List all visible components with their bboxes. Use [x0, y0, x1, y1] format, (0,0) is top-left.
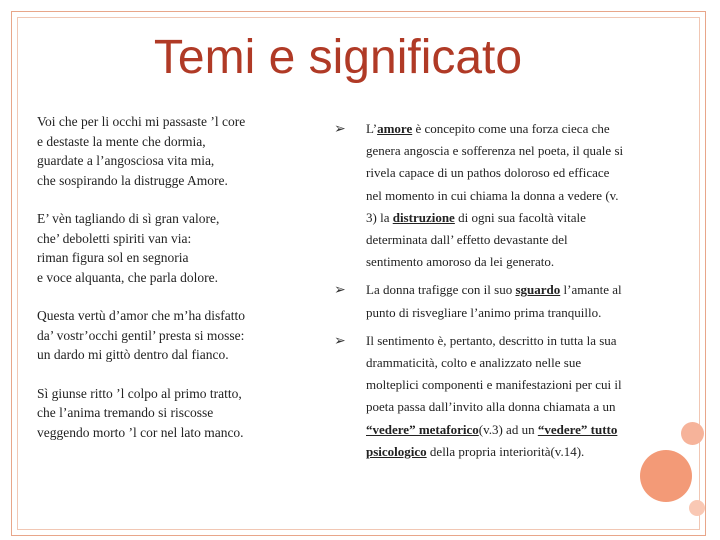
bullet-text: l’amante al punto di risvegliare l’animo prima tranquillo. — [366, 282, 622, 320]
arrow-bullet-icon: ➢ — [334, 283, 346, 299]
poem-line: Questa vertù d’amor che m’ha disfatto — [37, 308, 246, 323]
bullet-item — [334, 118, 626, 273]
decorative-circle-large — [640, 450, 692, 502]
keyword: “vedere” metaforico — [366, 421, 479, 437]
bullet-text: della propria interiorità(v.14). — [426, 443, 585, 459]
bullet-item — [334, 279, 626, 323]
poem-line: un dardo mi gittò dentro dal fianco. — [37, 347, 229, 362]
poem-stanza — [37, 112, 297, 190]
keyword: sguardo — [515, 282, 561, 298]
poem-line: che’ deboletti spiriti van via: — [37, 230, 192, 246]
poem-stanza — [37, 306, 297, 365]
arrow-bullet-icon: ➢ — [334, 122, 346, 137]
poem-line: e voce alquanta, che parla dolore. — [37, 269, 219, 285]
bullet-text: è concepito come una forza cieca che genera angoscia e sofferenza nel poeta, il quale si rivela capace di un pathos doloroso ed efficace nel momento in cui chiama la donna a vedere (v. 3) la — [366, 121, 624, 225]
poem-line: Sì giunse ritto ’l colpo al primo tratto, — [37, 385, 242, 401]
bullet-text: La donna trafigge con il suo — [366, 282, 516, 298]
bullet-item — [334, 330, 626, 463]
poem-stanza — [37, 384, 297, 443]
decorative-circle-tiny — [689, 500, 705, 516]
poem-line: da’ vostr’occhi gentil’ presta si mosse: — [37, 327, 245, 343]
bullet-text: Il sentimento è, pertanto, descritto in tutta la sua drammaticità, colto e analizzato nelle sue molteplici componenti e manifestazioni per cui il poeta passa dall’invito alla donna chiamata a un — [366, 332, 622, 415]
keyword: amore — [377, 121, 413, 136]
poem-line: che sospirando la distrugge Amore. — [37, 172, 228, 188]
poem-line: e destaste la mente che dormia, — [37, 133, 206, 149]
keyword: distruzione — [392, 209, 455, 225]
keyword: “vedere” tutto psicologico — [366, 421, 618, 459]
poem-line: guardate a l’angosciosa vita mia, — [37, 153, 215, 168]
poem-line: riman figura sol en segnoria — [37, 250, 189, 265]
page-title: Temi e significato — [153, 31, 523, 84]
arrow-bullet-icon: ➢ — [334, 333, 346, 349]
poem-line: che l’anima tremando si riscosse — [37, 405, 214, 420]
poem-column — [37, 112, 297, 461]
poem-line: E’ vèn tagliando di sì gran valore, — [37, 211, 220, 226]
poem-stanza — [37, 209, 297, 287]
bullet-text: di ogni sua facoltà vitale determinata dall’ effetto devastante del sentimento amoroso da lei generato. — [366, 209, 586, 270]
bullet-text: L’ — [366, 121, 378, 136]
analysis-column — [334, 118, 626, 469]
bullet-text: (v.3) ad un — [478, 421, 538, 437]
poem-line: veggendo morto ’l cor nel lato manco. — [37, 424, 244, 440]
decorative-circle-small — [681, 422, 704, 445]
poem-line: Voi che per li occhi mi passaste ’l core — [37, 114, 246, 129]
